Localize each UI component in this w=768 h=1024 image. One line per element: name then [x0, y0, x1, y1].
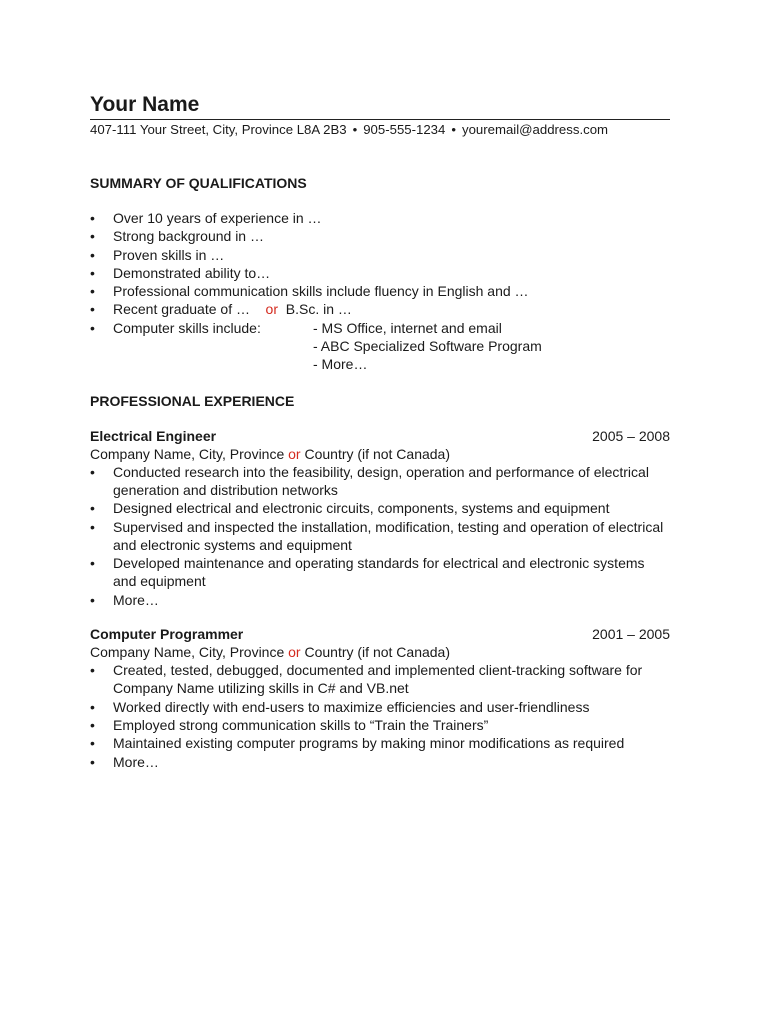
contact-address: 407-111 Your Street, City, Province L8A 2B3 [90, 122, 347, 137]
computer-skill: - MS Office, internet and email [313, 319, 502, 336]
company-suffix: Country (if not Canada) [304, 445, 451, 462]
contact-separator: • [451, 122, 456, 137]
summary-item: • Strong background in … [90, 227, 670, 245]
summary-item: • Over 10 years of experience in … [90, 209, 670, 227]
job-bullet: • More… [90, 591, 670, 609]
company-suffix: Country (if not Canada) [304, 644, 451, 661]
company-or: or [288, 644, 301, 661]
summary-item-graduate [90, 300, 670, 318]
job-bullet: • More… [90, 753, 670, 771]
job-bullet: • Designed electrical and electronic circuits, components, systems and equipment [90, 499, 670, 517]
contact-email: youremail@address.com [461, 122, 609, 137]
job-company [90, 445, 670, 463]
graduate-suffix: B.Sc. in … [285, 301, 352, 318]
computer-skill: - More… [313, 356, 368, 373]
summary-heading: SUMMARY OF QUALIFICATIONS [90, 175, 307, 191]
resume-name: Your Name [90, 93, 200, 116]
computer-skills-label: • Computer skills include: [113, 319, 261, 336]
summary-item: • Professional communication skills include fluency in English and … [90, 282, 670, 300]
job-header [90, 625, 670, 643]
job-bullets [90, 463, 670, 609]
graduate-or: or [265, 301, 278, 318]
job-dates: 2005 – 2008 [592, 427, 670, 444]
company-prefix: Company Name, City, Province [90, 445, 285, 462]
summary-item-computer [90, 319, 670, 337]
resume-page [90, 92, 670, 771]
job-bullet: • Maintained existing computer programs by making minor modifications as required [90, 734, 670, 752]
experience-heading: PROFESSIONAL EXPERIENCE [90, 392, 295, 409]
job-entry [90, 625, 670, 771]
job-entry [90, 427, 670, 609]
computer-skills-row [113, 319, 670, 337]
job-company [90, 643, 670, 661]
job-bullet: • Employed strong communication skills to “Train the Trainers” [90, 716, 670, 734]
contact-line [90, 119, 670, 138]
job-bullet: • Worked directly with end-users to maximize efficiencies and user-friendliness [90, 698, 670, 716]
graduate-prefix: Recent graduate of … [113, 301, 250, 318]
job-title: Electrical Engineer [90, 427, 217, 444]
company-prefix: Company Name, City, Province [90, 644, 285, 661]
summary-list [90, 209, 670, 337]
computer-skill: - ABC Specialized Software Program [313, 338, 542, 355]
job-bullet: • Supervised and inspected the installation, modification, testing and operation of electrical and electronic systems and equipment [90, 518, 670, 555]
company-or: or [288, 445, 301, 462]
summary-item: • Demonstrated ability to… [90, 264, 670, 282]
job-bullet: • Developed maintenance and operating standards for electrical and electronic systems and equipment [90, 554, 670, 591]
job-header [90, 427, 670, 445]
contact-separator: • [352, 122, 358, 137]
contact-phone: 905-555-1234 [363, 122, 446, 137]
job-bullet: • Created, tested, debugged, documented and implemented client-tracking software for Company Name utilizing skills in C# and VB.net [90, 661, 670, 698]
summary-item: • Proven skills in … [90, 246, 670, 264]
job-bullet: • Conducted research into the feasibility, design, operation and performance of electrical generation and distribution networks [90, 463, 670, 500]
job-dates: 2001 – 2005 [592, 626, 670, 643]
job-bullets [90, 661, 670, 771]
job-title: Computer Programmer [90, 626, 244, 643]
